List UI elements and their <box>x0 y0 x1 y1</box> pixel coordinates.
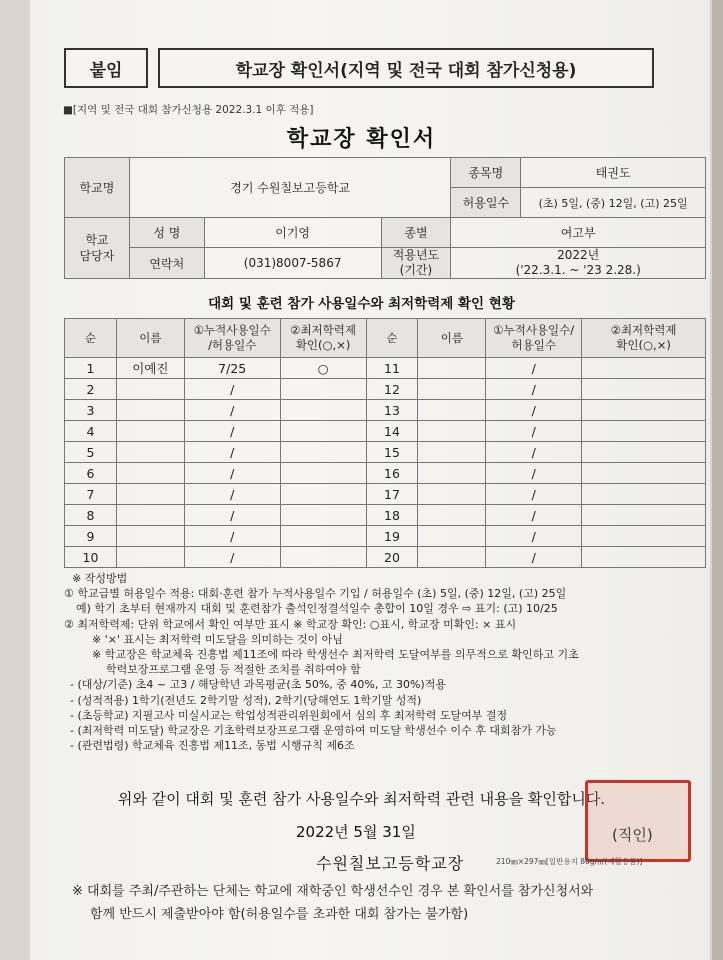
allowed-days-value: (초) 5일, (중) 12일, (고) 25일 <box>521 188 706 218</box>
seal-label: (직인) <box>612 826 653 844</box>
participation-table <box>64 318 706 568</box>
table-row: 9 / 19 / <box>65 526 706 547</box>
note-item: - (관련법령) 학교체육 진흥법 제11조, 동법 시행규칙 제6조 <box>70 739 355 753</box>
contact-value: (031)8007-5867 <box>204 248 381 279</box>
confirmation-statement: 위와 같이 대회 및 훈련 참가 사용일수와 최저학력 관련 내용을 확인합니다. <box>117 790 606 808</box>
table-row: 1 이예진 7/25 ○ 11 / <box>65 358 706 379</box>
footer-line: ※ 대회를 주최/주관하는 단체는 학교에 재학중인 학생선수인 경우 본 확인서를 참가신청서와 <box>72 884 594 899</box>
notes-heading: ※ 작성방법 <box>72 572 128 585</box>
paper-spec: 210㎜×297㎜[일반용지 80g/㎡(재활용품)] <box>496 857 643 866</box>
table-row: 3 / 13 / <box>65 400 706 421</box>
note-item: ※ 학교장은 학교체육 진흥법 제11조에 따라 학생선수 최저학력 도달여부를 의무적으로 확인하고 기초 <box>92 648 579 662</box>
table-row: 2 / 12 / <box>65 379 706 400</box>
table-row: 8 / 18 / <box>65 505 706 526</box>
principal-name: 수원칠보고등학교장 <box>316 854 465 873</box>
sport-label: 종목명 <box>451 158 521 188</box>
official-seal-stamp <box>585 780 691 862</box>
section-title: 대회 및 훈련 참가 사용일수와 최저학력제 확인 현황 <box>208 296 515 312</box>
note-item: ① 학교급별 허용일수 적용: 대회·훈련 참가 누적사용일수 기입 / 허용일수 (초) 5일, (중) 12일, (고) 25일 <box>64 587 567 601</box>
note-item: - (최저학력 미도달) 학교장은 기초학력보장프로그램 운영하여 미도달 학생선수 이수 후 대회참가 가능 <box>70 724 557 738</box>
teacher-name: 이기영 <box>204 218 381 248</box>
year-label: 적용년도 (기간) <box>381 248 451 279</box>
note-item: - (초등학교) 지필고사 미실시교는 학업성적관리위원회에서 심의 후 최저학력 도달여부 결정 <box>70 708 508 722</box>
teacher-label: 학교 담당자 <box>65 218 130 279</box>
allowed-days-label: 허용일수 <box>451 188 521 218</box>
writing-instructions <box>64 571 704 753</box>
table-header-row <box>65 319 706 358</box>
school-name: 경기 수원칠보고등학교 <box>129 158 451 218</box>
table-row: 5 / 15 / <box>65 442 706 463</box>
footer-note <box>72 880 593 926</box>
category-label: 종별 <box>381 218 451 248</box>
note-item: 예) 학기 초부터 현재까지 대회 및 훈련참가 출석인정결석일수 총합이 10일 경우 ⇨ 표기: (고) 10/25 <box>76 602 558 616</box>
table-row: 10 / 20 / <box>65 547 706 568</box>
col-no-right: 순 <box>366 319 418 358</box>
col-no: 순 <box>65 319 117 358</box>
col-days: ①누적사용일수 /허용일수 <box>184 319 280 358</box>
attachment-tag: 붙임 <box>64 48 148 88</box>
col-days-right: ①누적사용일수/ 허용일수 <box>486 319 582 358</box>
year-value: 2022년 ('22.3.1. ~ '23 2.28.) <box>451 248 706 279</box>
footer-line: 함께 반드시 제출받아야 함(허용일수를 초과한 대회 참가는 불가함) <box>90 907 469 922</box>
school-label: 학교명 <box>65 158 130 218</box>
table-row: 7 / 17 / <box>65 484 706 505</box>
col-min-right: ②최저학력제 확인(○,×) <box>582 319 706 358</box>
col-name-right: 이름 <box>418 319 486 358</box>
document-title: 학교장 확인서 <box>286 127 437 152</box>
col-name: 이름 <box>116 319 184 358</box>
applicability-note: ■[지역 및 전국 대회 참가신청용 2022.3.1 이후 적용] <box>63 104 314 116</box>
sport-value: 태권도 <box>521 158 706 188</box>
table-row: 6 / 16 / <box>65 463 706 484</box>
note-item: ② 최저학력제: 단위 학교에서 확인 여부만 표시 ※ 학교장 확인: ○표시, 학교장 미확인: × 표시 <box>64 617 517 631</box>
name-label: 성 명 <box>129 218 204 248</box>
note-item: - (대상/기준) 초4 ~ 고3 / 해당학년 과목평균(초 50%, 중 40%, 고 30%)적용 <box>70 678 446 692</box>
note-item: ※ '×' 표시는 최저학력 미도달을 의미하는 것이 아님 <box>92 632 343 646</box>
note-item: 학력보장프로그램 운영 등 적절한 조치를 취하여야 함 <box>106 663 361 677</box>
col-min: ②최저학력제 확인(○,×) <box>280 319 366 358</box>
note-item: - (성적적용) 1학기(전년도 2학기말 성적), 2학기(당해연도 1학기말 성적) <box>70 693 422 707</box>
category-value: 여고부 <box>451 218 706 248</box>
info-table <box>64 157 706 279</box>
table-row: 4 / 14 / <box>65 421 706 442</box>
issue-date: 2022년 5월 31일 <box>296 823 416 841</box>
contact-label: 연락처 <box>129 248 204 279</box>
header-title: 학교장 확인서(지역 및 전국 대회 참가신청용) <box>158 48 654 88</box>
